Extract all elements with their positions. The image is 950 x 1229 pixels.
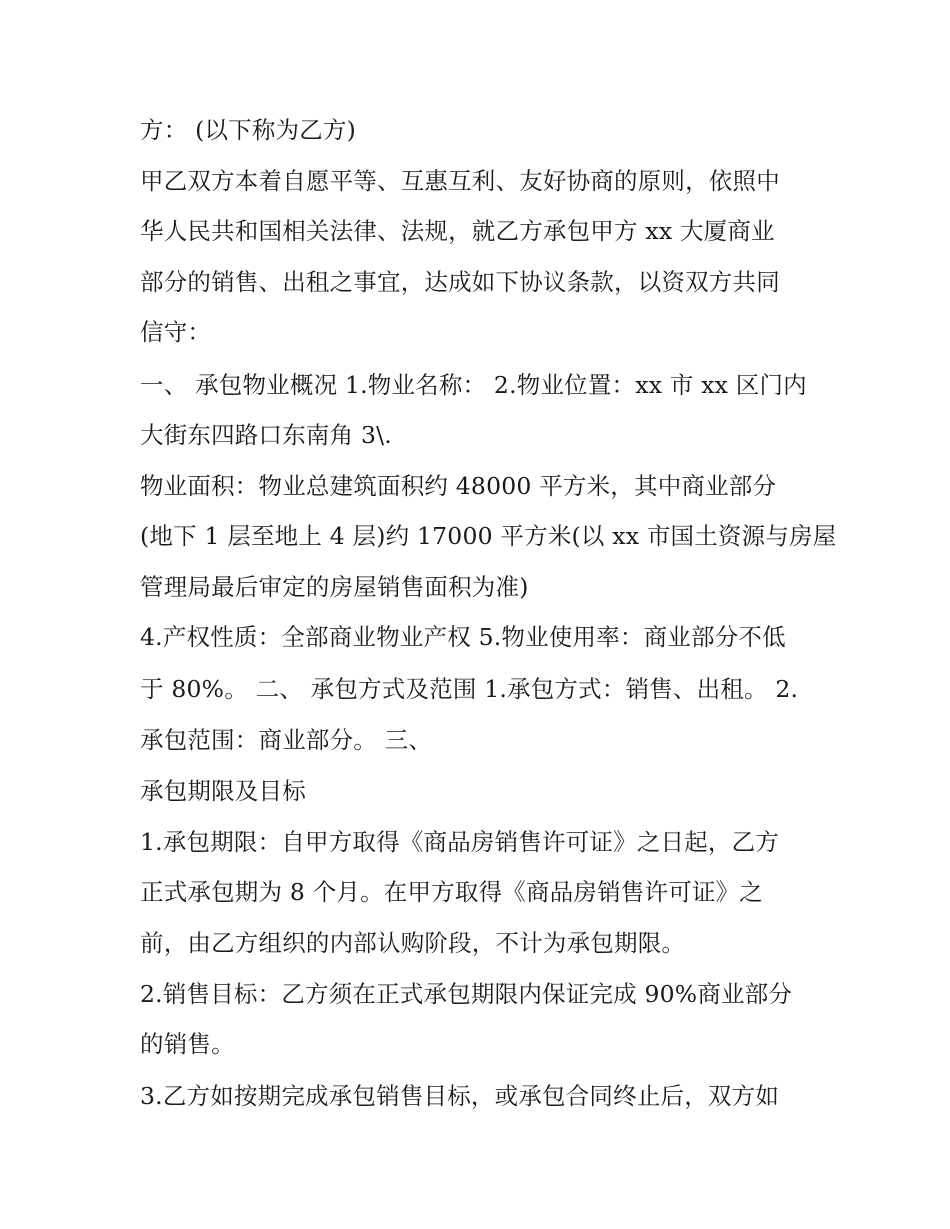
text-line: 于 80%。 二、 承包方式及范围 1.承包方式：销售、出租。 2. (140, 675, 799, 703)
text-line: 承包范围：商业部分。 三、 (140, 726, 433, 754)
text-line: 4.产权性质：全部商业物业产权 5.物业使用率：商业部分不低 (140, 623, 786, 651)
text-line: 华人民共和国相关法律、法规，就乙方承包甲方 xx 大厦商业 (140, 217, 775, 245)
text-line: 部分的销售、出租之事宜，达成如下协议条款，以资双方共同 (140, 268, 780, 296)
text-line: 管理局最后审定的房屋销售面积为准) (140, 573, 529, 601)
text-line: 1.承包期限：自甲方取得《商品房销售许可证》之日起，乙方 (140, 828, 780, 856)
text-line: 方： (以下称为乙方) (140, 116, 357, 144)
text-line: 信守： (140, 318, 212, 346)
text-line: 大街东四路口东南角 3\. (140, 421, 392, 449)
text-line: 正式承包期为 8 个月。在甲方取得《商品房销售许可证》之 (140, 878, 763, 906)
text-line: 承包期限及目标 (140, 777, 306, 805)
text-line: 一、 承包物业概况 1.物业名称： 2.物业位置：xx 市 xx 区门内 (140, 371, 807, 399)
text-line: 甲乙双方本着自愿平等、互惠互利、友好协商的原则，依照中 (140, 167, 780, 195)
text-line: (地下 1 层至地上 4 层)约 17000 平方米(以 xx 市国土资源与房屋 (140, 522, 837, 550)
text-line: 2.销售目标：乙方须在正式承包期限内保证完成 90%商业部分 (140, 980, 793, 1008)
text-line: 前，由乙方组织的内部认购阶段，不计为承包期限。 (140, 929, 686, 957)
text-line: 的销售。 (140, 1030, 235, 1058)
text-line: 3.乙方如按期完成承包销售目标，或承包合同终止后，双方如 (140, 1082, 780, 1110)
text-line: 物业面积：物业总建筑面积约 48000 平方米，其中商业部分 (140, 472, 777, 500)
